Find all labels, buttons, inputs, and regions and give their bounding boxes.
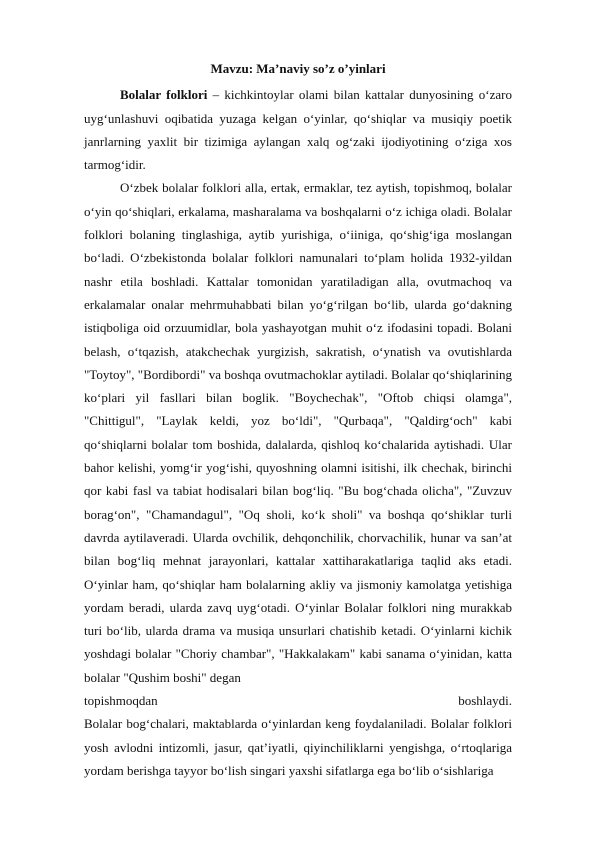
paragraph-definition <box>84 83 512 176</box>
page-title: Mavzu: Ma’naviy so’z o’yinlari <box>210 61 386 76</box>
term-bolalar-folklori: Bolalar folklori <box>120 87 208 103</box>
paragraph-usage: Bolalar bog‘chalari, maktablarda o‘yinlardan keng foydalaniladi. Bolalar folklori yosh avlodni intizomli, jasur, qat’iyatli, qiyinchiliklarni yengishga, o‘rtoqlariga yordam berishga tayyor bo‘lish singari yaxshi sifatlarga ega bo‘lib o‘sishlariga <box>84 716 512 778</box>
paragraph-genres-last-line <box>84 689 512 712</box>
last-line-left: topishmoqdan <box>84 693 158 709</box>
definition-text: – kichkintoylar olami bilan kattalar dunyosining o‘zaro uyg‘unlashuvi oqibatida yuzaga kelgan o‘yinlar, qo‘shiqlar va musiqiy poetik janrlarning yaxlit bir tizimiga aylangan xalq og‘zaki ijodiyotining o‘ziga xos tarmog‘idir. <box>84 87 512 173</box>
paragraph-genres: O‘zbek bolalar folklori alla, ertak, ermaklar, tez aytish, topishmoq, bolalar o‘yin qo‘shiqlari, erkalama, masharalama va boshqalarni o‘z ichiga oladi. Bolalar folklori bolaning tinglashiga, aytib yurishiga, o‘iiniga, qo‘shig‘iga moslangan bo‘ladi. O‘zbekistonda bolalar folklori namunalari to‘plam holida 1932-yildan nashr etila boshladi. Kattalar tomonidan yaratiladigan alla, ovutmachoq va erkalamalar onalar mehrmuhabbati bilan yo‘g‘rilgan bo‘lib, ularda go‘dakning istiqboliga oid orzuumidlar, bola yashayotgan muhit o‘z ifodasini topadi. Bolani belash, o‘tqazish, atakchechak yurgizish, sakratish, o‘ynatish va ovutishlarda "Toytoy", "Bordibordi" va boshqa ovutmachoklar aytiladi. Bolalar qo‘shiqlarining ko‘plari yil fasllari bilan boglik. "Boychechak", "Oftob chiqsi olamga", "Chittigul", "Laylak keldi, yoz bo‘ldi", "Qurbaqa", "Qaldirg‘och" kabi qo‘shiqlarni bolalar tom boshida, dalalarda, qishloq ko‘chalarida aytishadi. Ular bahor kelishi, yomg‘ir yog‘ishi, quyoshning olamni isitishi, ilk chechak, birinchi qor kabi fasl va tabiat hodisalari bilan bog‘liq. "Bu bog‘chada olicha", "Zuvzuv borag‘on", "Chamandagul", "Oq sholi, ko‘k sholi" va boshqa qo‘shiklar turli davrda aytilaveradi. Ularda ovchilik, dehqonchilik, chorvachilik, hunar va san’at bilan bog‘liq mehnat jarayonlari, kattalar xattiharakatlariga taqlid aks etadi. O‘yinlar ham, qo‘shiqlar ham bolalarning akliy va jismoniy kamolatga yetishiga yordam beradi, ularda zavq uyg‘otadi. O‘yinlar Bolalar folklori ning murakkab turi bo‘lib, ularda drama va musiqa unsurlari chatishib ketadi. O‘yinlarni kichik yoshdagi bolalar "Choriy chambar", "Hakkalakam" kabi sanama o‘yinidan, katta bolalar "Qushim boshi" degan <box>84 180 512 685</box>
document-page <box>84 57 512 782</box>
last-line-right: boshlaydi. <box>458 693 512 709</box>
